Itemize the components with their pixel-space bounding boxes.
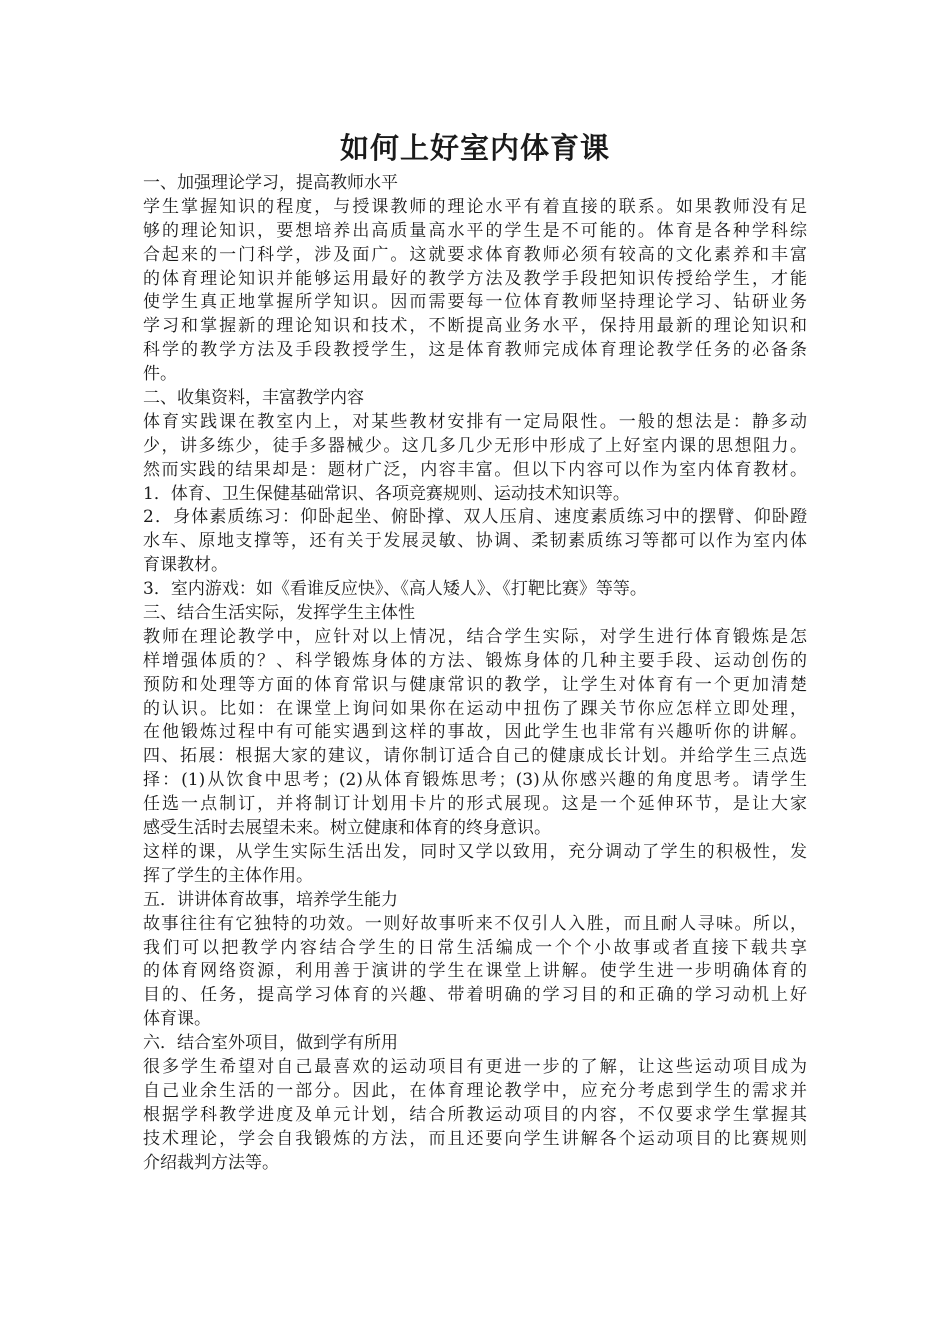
text-line: 六．结合室外项目，做到学有所用	[143, 1033, 398, 1054]
text-line: 四、拓展：根据大家的建议，请你制订适合自己的健康成长计划。并给学生三点选	[143, 746, 807, 767]
document-body	[143, 172, 807, 1175]
text-line: 在他锻炼过程中有可能实遇到这样的事故，因此学生也非常有兴趣听你的讲解。	[143, 722, 807, 743]
text-line: 的体育网络资源，利用善于演讲的学生在课堂上讲解。使学生进一步明确体育的	[143, 961, 807, 982]
text-line: 体育实践课在教室内上，对某些教材安排有一定局限性。一般的想法是：静多动	[143, 411, 807, 432]
text-line: 够的理论知识，要想培养出高质量高水平的学生是不可能的。体育是各种学科综	[143, 220, 807, 241]
text-line: 合起来的一门科学，涉及面广。这就要求体育教师必须有较高的文化素养和丰富	[143, 244, 807, 265]
text-line: 故事往往有它独特的功效。一则好故事听来不仅引人入胜，而且耐人寻味。所以，	[143, 913, 807, 934]
text-line: 一、加强理论学习，提高教师水平	[143, 173, 398, 193]
text-line: 的体育理论知识并能够运用最好的教学方法及教学手段把知识传授给学生，才能	[143, 268, 807, 289]
text-line: 自己业余生活的一部分。因此，在体育理论教学中，应充分考虑到学生的需求并	[143, 1080, 807, 1101]
text-line: 件。	[143, 364, 177, 385]
text-line: 技术理论，学会自我锻炼的方法，而且还要向学生讲解各个运动项目的比赛规则	[143, 1128, 807, 1149]
text-line: 3．室内游戏：如《看谁反应快》、《高人矮人》、《打靶比赛》等等。	[143, 579, 647, 600]
text-line: 学习和掌握新的理论知识和技术，不断提高业务水平，保持用最新的理论知识和	[143, 316, 807, 337]
document-title: 如何上好室内体育课	[339, 131, 610, 165]
text-line: 择：(1)从饮食中思考；(2)从体育锻炼思考；(3)从你感兴趣的角度思考。请学生	[143, 770, 807, 791]
text-line: 水车、原地支撑等，还有关于发展灵敏、协调、柔韧素质练习等都可以作为室内体	[143, 531, 807, 552]
text-line: 科学的教学方法及手段教授学生，这是体育教师完成体育理论教学任务的必备条	[143, 340, 807, 361]
document-page	[143, 128, 807, 1175]
text-line: 然而实践的结果却是：题材广泛，内容丰富。但以下内容可以作为室内体育教材。	[143, 459, 807, 480]
text-line: 学生掌握知识的程度，与授课教师的理论水平有着直接的联系。如果教师没有足	[143, 196, 807, 217]
text-line: 的认识。比如：在课堂上询问如果你在运动中扭伤了踝关节你应怎样立即处理，	[143, 698, 807, 719]
text-line: 感受生活时去展望未来。树立健康和体育的终身意识。	[143, 818, 551, 839]
text-line: 使学生真正地掌握所学知识。因而需要每一位体育教师坚持理论学习、钻研业务	[143, 292, 807, 313]
text-line: 目的、任务，提高学习体育的兴趣、带着明确的学习目的和正确的学习动机上好	[143, 985, 807, 1006]
text-line: 1．体育、卫生保健基础常识、各项竞赛规则、运动技术知识等。	[143, 483, 630, 504]
text-line: 我们可以把教学内容结合学生的日常生活编成一个个小故事或者直接下载共享	[143, 937, 807, 958]
text-line: 介绍裁判方法等。	[143, 1152, 279, 1173]
text-line: 任选一点制订，并将制订计划用卡片的形式展现。这是一个延伸环节，是让大家	[143, 794, 807, 815]
text-line: 根据学科教学进度及单元计划，结合所教运动项目的内容，不仅要求学生掌握其	[143, 1104, 807, 1125]
text-line: 少，讲多练少，徒手多器械少。这几多几少无形中形成了上好室内课的思想阻力。	[143, 435, 807, 456]
text-line: 这样的课，从学生实际生活出发，同时又学以致用，充分调动了学生的积极性，发	[143, 841, 807, 862]
text-line: 2．身体素质练习：仰卧起坐、俯卧撑、双人压肩、速度素质练习中的摆臂、仰卧蹬	[143, 507, 807, 528]
text-line: 预防和处理等方面的体育常识与健康常识的教学，让学生对体育有一个更加清楚	[143, 674, 807, 695]
text-line: 三、结合生活实际，发挥学生主体性	[143, 603, 415, 624]
text-line: 教师在理论教学中，应针对以上情况，结合学生实际，对学生进行体育锻炼是怎	[143, 626, 807, 647]
text-line: 育课教材。	[143, 555, 228, 576]
text-line: 二、收集资料，丰富教学内容	[143, 388, 364, 409]
text-line: 五．讲讲体育故事，培养学生能力	[143, 889, 398, 910]
text-line: 体育课。	[143, 1009, 211, 1030]
text-line: 样增强体质的？、科学锻炼身体的方法、锻炼身体的几种主要手段、运动创伤的	[143, 650, 807, 671]
text-line: 很多学生希望对自己最喜欢的运动项目有更进一步的了解，让这些运动项目成为	[143, 1056, 807, 1077]
text-line: 挥了学生的主体作用。	[143, 865, 313, 886]
